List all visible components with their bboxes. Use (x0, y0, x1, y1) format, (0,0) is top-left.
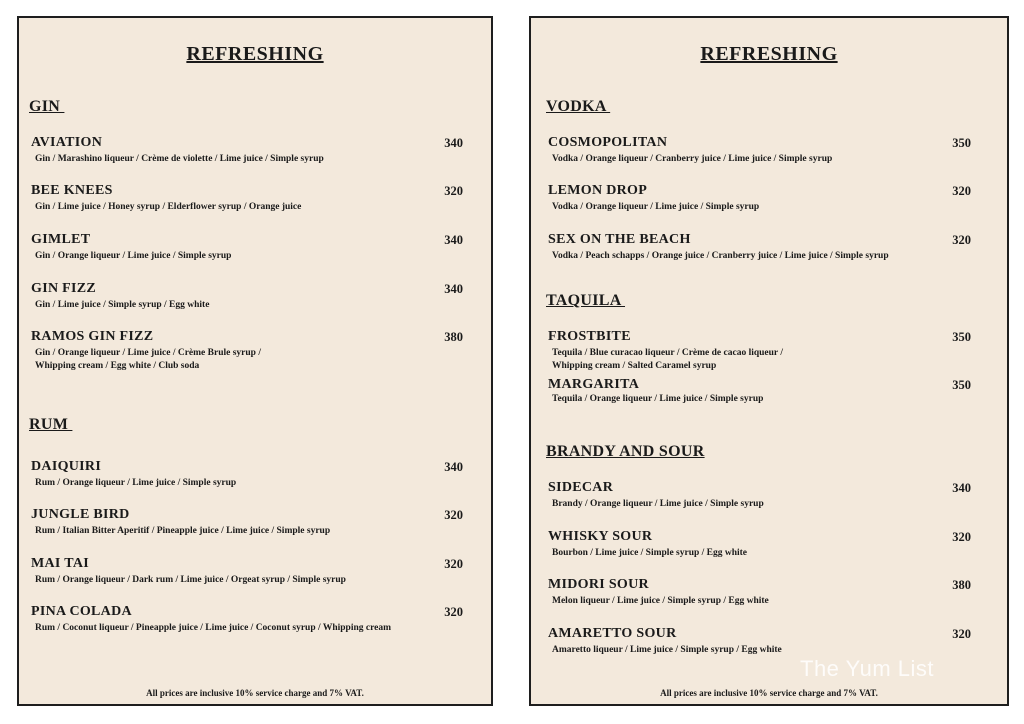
item-description: Gin / Orange liqueur / Lime juice / Crème Brule syrup / Whipping cream / Egg white / Club soda (35, 348, 261, 371)
item-description: Gin / Lime juice / Honey syrup / Elderflower syrup / Orange juice (35, 202, 302, 212)
section-heading-rum: RUM (29, 416, 73, 433)
item-price: 340 (444, 460, 463, 474)
price-note: All prices are inclusive 10% service charge and 7% VAT. (660, 688, 878, 698)
item-name: SIDECAR (548, 480, 614, 495)
item-price: 340 (952, 481, 971, 495)
item-name: MAI TAI (31, 556, 89, 571)
item-description: Rum / Orange liqueur / Lime juice / Simple syrup (35, 478, 237, 488)
menu-item-ramos-gin-fizz (31, 329, 463, 373)
menu-item-aviation (31, 135, 463, 166)
item-name: BEE KNEES (31, 183, 113, 198)
price-note: All prices are inclusive 10% service charge and 7% VAT. (146, 688, 364, 698)
menu-item-gimlet (31, 232, 463, 263)
item-description: Vodka / Orange liqueur / Cranberry juice / Lime juice / Simple syrup (552, 154, 833, 164)
item-price: 320 (444, 557, 463, 571)
menu-item-sidecar (548, 480, 971, 511)
item-price: 340 (444, 233, 463, 247)
item-name: MARGARITA (548, 377, 640, 392)
item-name: RAMOS GIN FIZZ (31, 329, 154, 344)
item-price: 320 (952, 184, 971, 198)
menu-item-daiquiri (31, 459, 463, 490)
item-price: 320 (444, 605, 463, 619)
item-description: Rum / Orange liqueur / Dark rum / Lime juice / Orgeat syrup / Simple syrup (35, 575, 346, 585)
item-description: Gin / Orange liqueur / Lime juice / Simple syrup (35, 251, 232, 261)
item-description: Amaretto liqueur / Lime juice / Simple syrup / Egg white (552, 645, 782, 655)
menu-item-gin-fizz (31, 281, 463, 312)
item-description: Melon liqueur / Lime juice / Simple syrup / Egg white (552, 596, 769, 606)
item-price: 320 (952, 530, 971, 544)
menu-item-midori-sour (548, 577, 971, 608)
menu-item-lemon-drop (548, 183, 971, 214)
item-price: 340 (444, 136, 463, 150)
menu-item-sex-on-the-beach (548, 232, 971, 263)
item-price: 350 (952, 378, 971, 392)
item-description: Tequila / Orange liqueur / Lime juice / Simple syrup (552, 394, 764, 404)
menu-item-pina-colada (31, 604, 463, 635)
menu-page-right (529, 16, 1009, 706)
menu-item-mai-tai (31, 556, 463, 587)
item-name: PINA COLADA (31, 604, 132, 619)
menu-page-left (17, 16, 493, 706)
item-price: 350 (952, 136, 971, 150)
item-name: GIMLET (31, 232, 91, 247)
item-description: Bourbon / Lime juice / Simple syrup / Egg white (552, 548, 748, 558)
item-description: Gin / Lime juice / Simple syrup / Egg white (35, 300, 210, 310)
item-name: AVIATION (31, 135, 103, 150)
item-price: 320 (952, 627, 971, 641)
item-name: WHISKY SOUR (548, 529, 653, 544)
section-heading-vodka: VODKA (546, 98, 611, 115)
item-price: 320 (444, 508, 463, 522)
item-description: Vodka / Peach schapps / Orange juice / Cranberry juice / Lime juice / Simple syrup (552, 251, 889, 261)
item-price: 340 (444, 282, 463, 296)
item-name: SEX ON THE BEACH (548, 232, 691, 247)
item-price: 350 (952, 330, 971, 344)
item-name: AMARETTO SOUR (548, 626, 677, 641)
watermark: The Yum List (800, 656, 934, 681)
item-description: Vodka / Orange liqueur / Lime juice / Simple syrup (552, 202, 760, 212)
item-price: 320 (952, 233, 971, 247)
item-name: DAIQUIRI (31, 459, 102, 474)
menu-item-amaretto-sour (548, 626, 971, 657)
item-price: 320 (444, 184, 463, 198)
menu-item-jungle-bird (31, 507, 463, 538)
item-name: LEMON DROP (548, 183, 648, 198)
item-name: FROSTBITE (548, 329, 631, 344)
menu-item-frostbite (548, 329, 971, 373)
item-name: GIN FIZZ (31, 281, 97, 296)
item-name: JUNGLE BIRD (31, 507, 130, 522)
item-description: Rum / Italian Bitter Aperitif / Pineapple juice / Lime juice / Simple syrup (35, 526, 331, 536)
section-heading-brandy-and-sour: BRANDY AND SOUR (546, 443, 705, 460)
item-description: Gin / Marashino liqueur / Crème de violette / Lime juice / Simple syrup (35, 154, 324, 164)
page-title: REFRESHING (186, 43, 324, 65)
item-price: 380 (952, 578, 971, 592)
item-price: 380 (444, 330, 463, 344)
item-name: MIDORI SOUR (548, 577, 649, 592)
menu-item-whisky-sour (548, 529, 971, 560)
menu-item-bee-knees (31, 183, 463, 214)
page-title: REFRESHING (700, 43, 838, 65)
menu-item-cosmopolitan (548, 135, 971, 166)
section-heading-taquila: TAQUILA (546, 292, 626, 309)
item-description: Brandy / Orange liqueur / Lime juice / Simple syrup (552, 499, 764, 509)
item-description: Tequila / Blue curacao liqueur / Crème de cacao liqueur / Whipping cream / Salted Caramel syrup (552, 348, 783, 371)
item-name: COSMOPOLITAN (548, 135, 668, 150)
section-heading-gin: GIN (29, 98, 65, 115)
menu-item-margarita (548, 377, 971, 406)
item-description: Rum / Coconut liqueur / Pineapple juice / Lime juice / Coconut syrup / Whipping cream (35, 623, 392, 633)
